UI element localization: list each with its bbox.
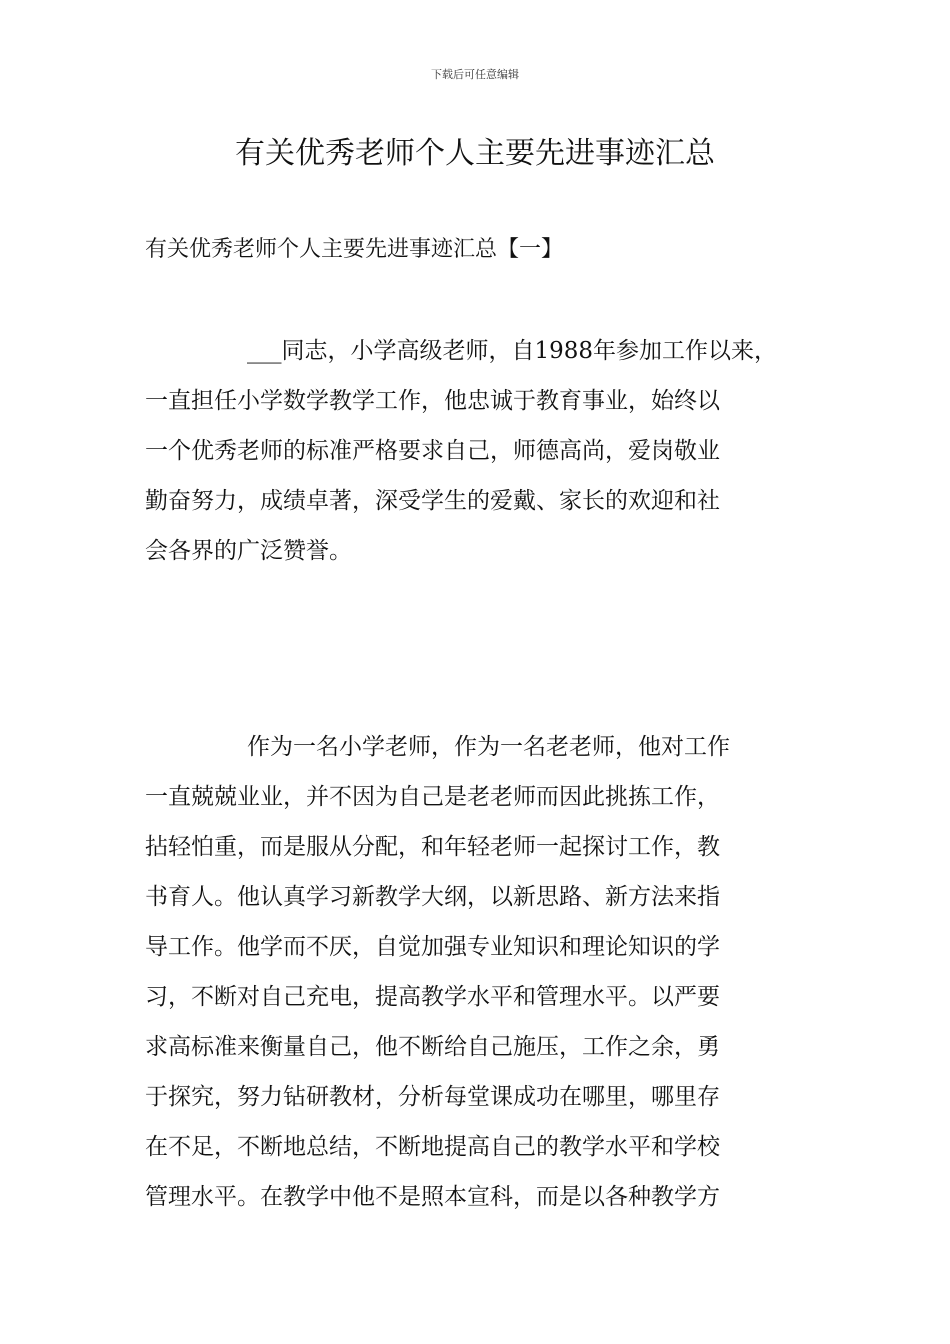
paragraph-line: 拈轻怕重，而是服从分配，和年轻老师一起探讨工作，教 (145, 834, 720, 860)
paragraph-line: 一个优秀老师的标准严格要求自己，师德高尚，爱岗敬业 (145, 438, 720, 464)
paragraph-line: 一直担任小学数学教学工作，他忠诚于教育事业，始终以 (145, 388, 720, 414)
paragraph-line: 管理水平。在教学中他不是照本宣科，而是以各种教学方 (145, 1184, 720, 1210)
paragraph-line: ___同志，小学高级老师，自1988年参加工作以来， (247, 338, 778, 364)
header-note: 下载后可任意编辑 (431, 68, 519, 81)
paragraph-line: 求高标准来衡量自己，他不断给自己施压，工作之余，勇 (145, 1034, 720, 1060)
paragraph-line: 导工作。他学而不厌，自觉加强专业知识和理论知识的学 (145, 934, 720, 960)
paragraph-line: 书育人。他认真学习新教学大纲，以新思路、新方法来指 (145, 884, 720, 910)
section-heading: 有关优秀老师个人主要先进事迹汇总【一】 (145, 237, 564, 262)
document-title: 有关优秀老师个人主要先进事迹汇总 (235, 136, 715, 171)
paragraph-1 (145, 326, 813, 576)
paragraph-line: 一直兢兢业业，并不因为自己是老老师而因此挑拣工作， (145, 784, 720, 810)
paragraph-line: 勤奋努力，成绩卓著，深受学生的爱戴、家长的欢迎和社 (145, 488, 720, 514)
paragraph-line: 在不足，不断地总结，不断地提高自己的教学水平和学校 (145, 1134, 720, 1160)
paragraph-line: 会各界的广泛赞誉。 (145, 538, 352, 564)
paragraph-2 (145, 722, 813, 1222)
paragraph-line: 作为一名小学老师，作为一名老老师，他对工作 (247, 734, 730, 760)
paragraph-line: 习，不断对自己充电，提高教学水平和管理水平。以严要 (145, 984, 720, 1010)
paragraph-line: 于探究，努力钻研教材，分析每堂课成功在哪里，哪里存 (145, 1084, 720, 1110)
